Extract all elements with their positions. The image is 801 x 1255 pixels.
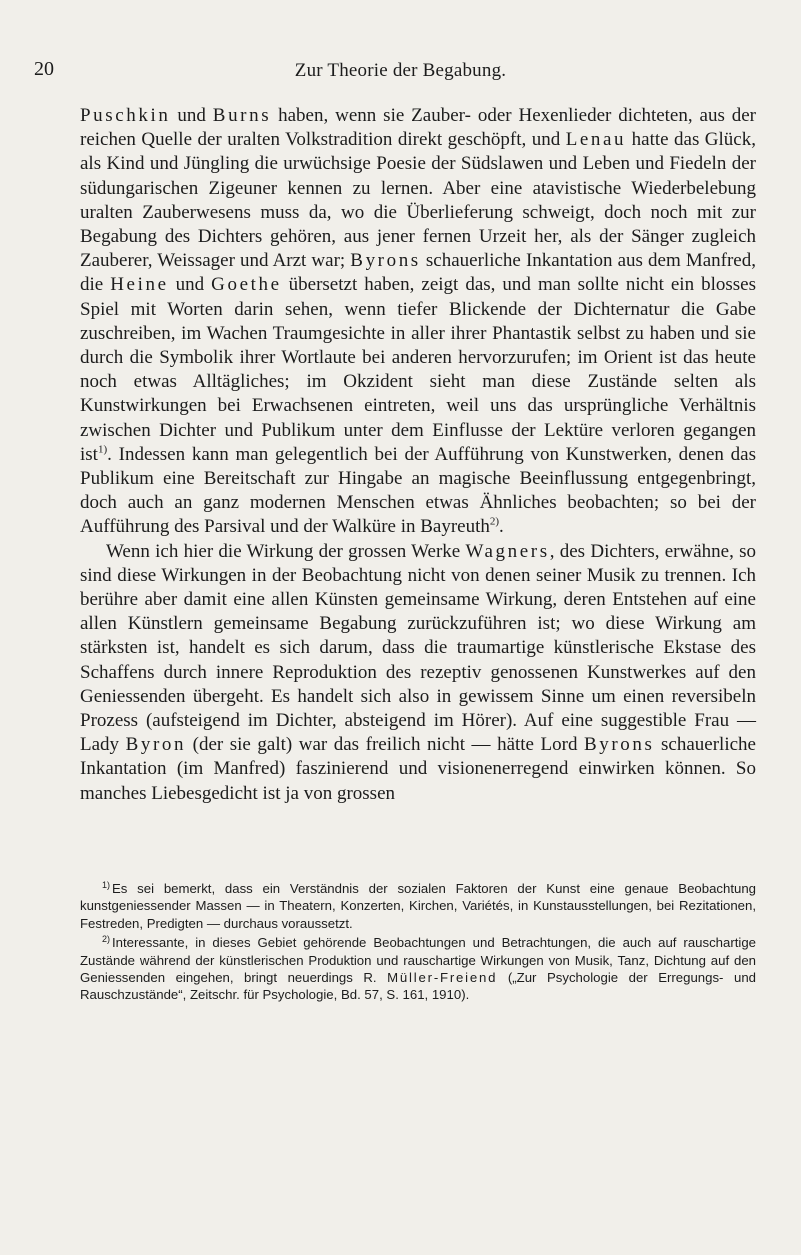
spaced-name: Wagners <box>465 540 550 562</box>
footnote <box>80 934 756 1004</box>
text-run: und <box>170 105 213 126</box>
text-run: , des Dichters, erwähne, so sind diese Wirkungen in der Beobachtung nicht von denen seiner Musik zu trennen. Ich berühre aber damit eine allen Künsten gemeinsame Wirkung, deren Entstehen auf eine allen Künstlern gemeinsame Begabung zurückzuführen ist; wo diese Wirkung am stärksten ist, handelt es sich darum, dass die traumartige künstlerische Ekstase des Schaffens durch innere Reproduktion des rezeptiv genossenen Kunstwerkes auf den Geniessenden übergeht. Es handelt sich also in gewissem Sinne um einen reversibeln Prozess (aufsteigend im Dichter, absteigend im Hörer). Auf eine suggestible Frau — Lady <box>80 540 756 756</box>
paragraph <box>80 540 756 806</box>
page-number: 20 <box>34 58 54 80</box>
text-run: haben, wenn sie Zauber- oder Hexenlieder dichteten, aus der reichen Quelle der uralten Volkstradition direkt geschöpft, und <box>80 105 757 151</box>
text-run: schauerliche Inkantation (im Manfred) faszinierend und visionenerregend einwirken können. So manches Liebesgedicht ist ja von grossen <box>80 734 756 804</box>
footnote-marker: 2) <box>102 933 111 944</box>
spaced-name: Byrons <box>584 734 655 756</box>
body-text <box>80 104 756 806</box>
paragraph <box>80 104 756 540</box>
footnotes <box>80 880 756 1006</box>
footnote-reference: 1) <box>97 443 108 456</box>
text-run: (der sie galt) war das freilich nicht — hätte Lord <box>186 734 584 756</box>
spaced-name: Müller-Freiend <box>387 970 498 986</box>
footnote-marker: 1) <box>102 879 111 890</box>
text-run: Es sei bemerkt, dass ein Verständnis der sozialen Faktoren der Kunst eine genaue Beobachtung kunstgeniessender Massen — in Theatern, Konzerten, Kirchen, Variétés, in Kunstausstellungen, bei Rezitationen, Festreden, Predigten — durchaus voraussetzt. <box>80 881 756 931</box>
spaced-name: Goethe <box>211 274 282 296</box>
running-title: Zur Theorie der Begabung. <box>294 60 507 81</box>
text-run: schauerliche Inkantation aus dem Manfred, die <box>80 250 756 296</box>
text-run: („Zur Psychologie der Erregungs- und Rauschzustände“, Zeitschr. für Psychologie, Bd. 57, S. 161, 1910). <box>80 970 756 1003</box>
text-run: Wenn ich hier die Wirkung der grossen Werke <box>106 540 466 562</box>
text-run: . Indessen kann man gelegentlich bei der Aufführung von Kunstwerken, denen das Publikum eine Bereitschaft zur Hingabe an magische Beeinflussung entgegenbringt, doch auch an ganz modernen Menschen etwas Ähnliches beobachten; so bei der Aufführung des Parsival und der Walküre in Bayreuth <box>80 443 756 538</box>
footnote-reference: 2) <box>489 516 500 529</box>
text-run: Interessante, in dieses Gebiet gehörende Beobachtungen und Betrachtungen, die auch auf rauschartige Zustände während der künstlerischen Produktion und rauschartige Wirkungen von Musik, Tanz, Dichtung auf den Geniessenden eingehen, bringt neuerdings R. <box>80 935 756 986</box>
spaced-name: Heine <box>110 274 169 296</box>
text-run: . <box>499 516 504 538</box>
text-run: übersetzt haben, zeigt das, und man sollte nicht ein blosses Spiel mit Worten darin sehen, wenn tiefer Blickende der Dichternatur die Gabe zuschreiben, im Wachen Traumgesichte in aller ihrer Phantastik selbst zu haben und sie durch die Symbolik ihrer Wortlaute bei anderen hervorzurufen; im Orient ist das heute noch etwas Alltägliches; im Okzident sieht man diese Zustände selten als Kunstwirkungen bei Erwachsenen eintreten, weil uns das ursprüngliche Verhältnis zwischen Dichter und Publikum unter dem Einflusse der Lektüre verloren gegangen ist <box>80 274 756 465</box>
spaced-name: Byron <box>125 734 187 756</box>
page-header <box>0 58 801 88</box>
spaced-name: Puschkin <box>80 105 171 126</box>
spaced-name: Byrons <box>350 250 421 272</box>
footnote <box>80 880 756 932</box>
spaced-name: Burns <box>212 105 272 126</box>
text-run: hatte das Glück, als Kind und Jüngling die urwüchsige Poesie der Südslawen und Leben und Fiedeln der südungarischen Zigeuner kennen zu lernen. Aber eine atavistische Wiederbelebung uralten Zauberwesens muss da, wo die Überlieferung schweigt, doch noch mit zur Begabung des Dichters gehören, aus jener fernen Urzeit her, als der Sänger zugleich Zauberer, Weissager und Arzt war; <box>80 129 756 272</box>
text-run: und <box>168 274 212 296</box>
spaced-name: Lenau <box>565 129 627 151</box>
